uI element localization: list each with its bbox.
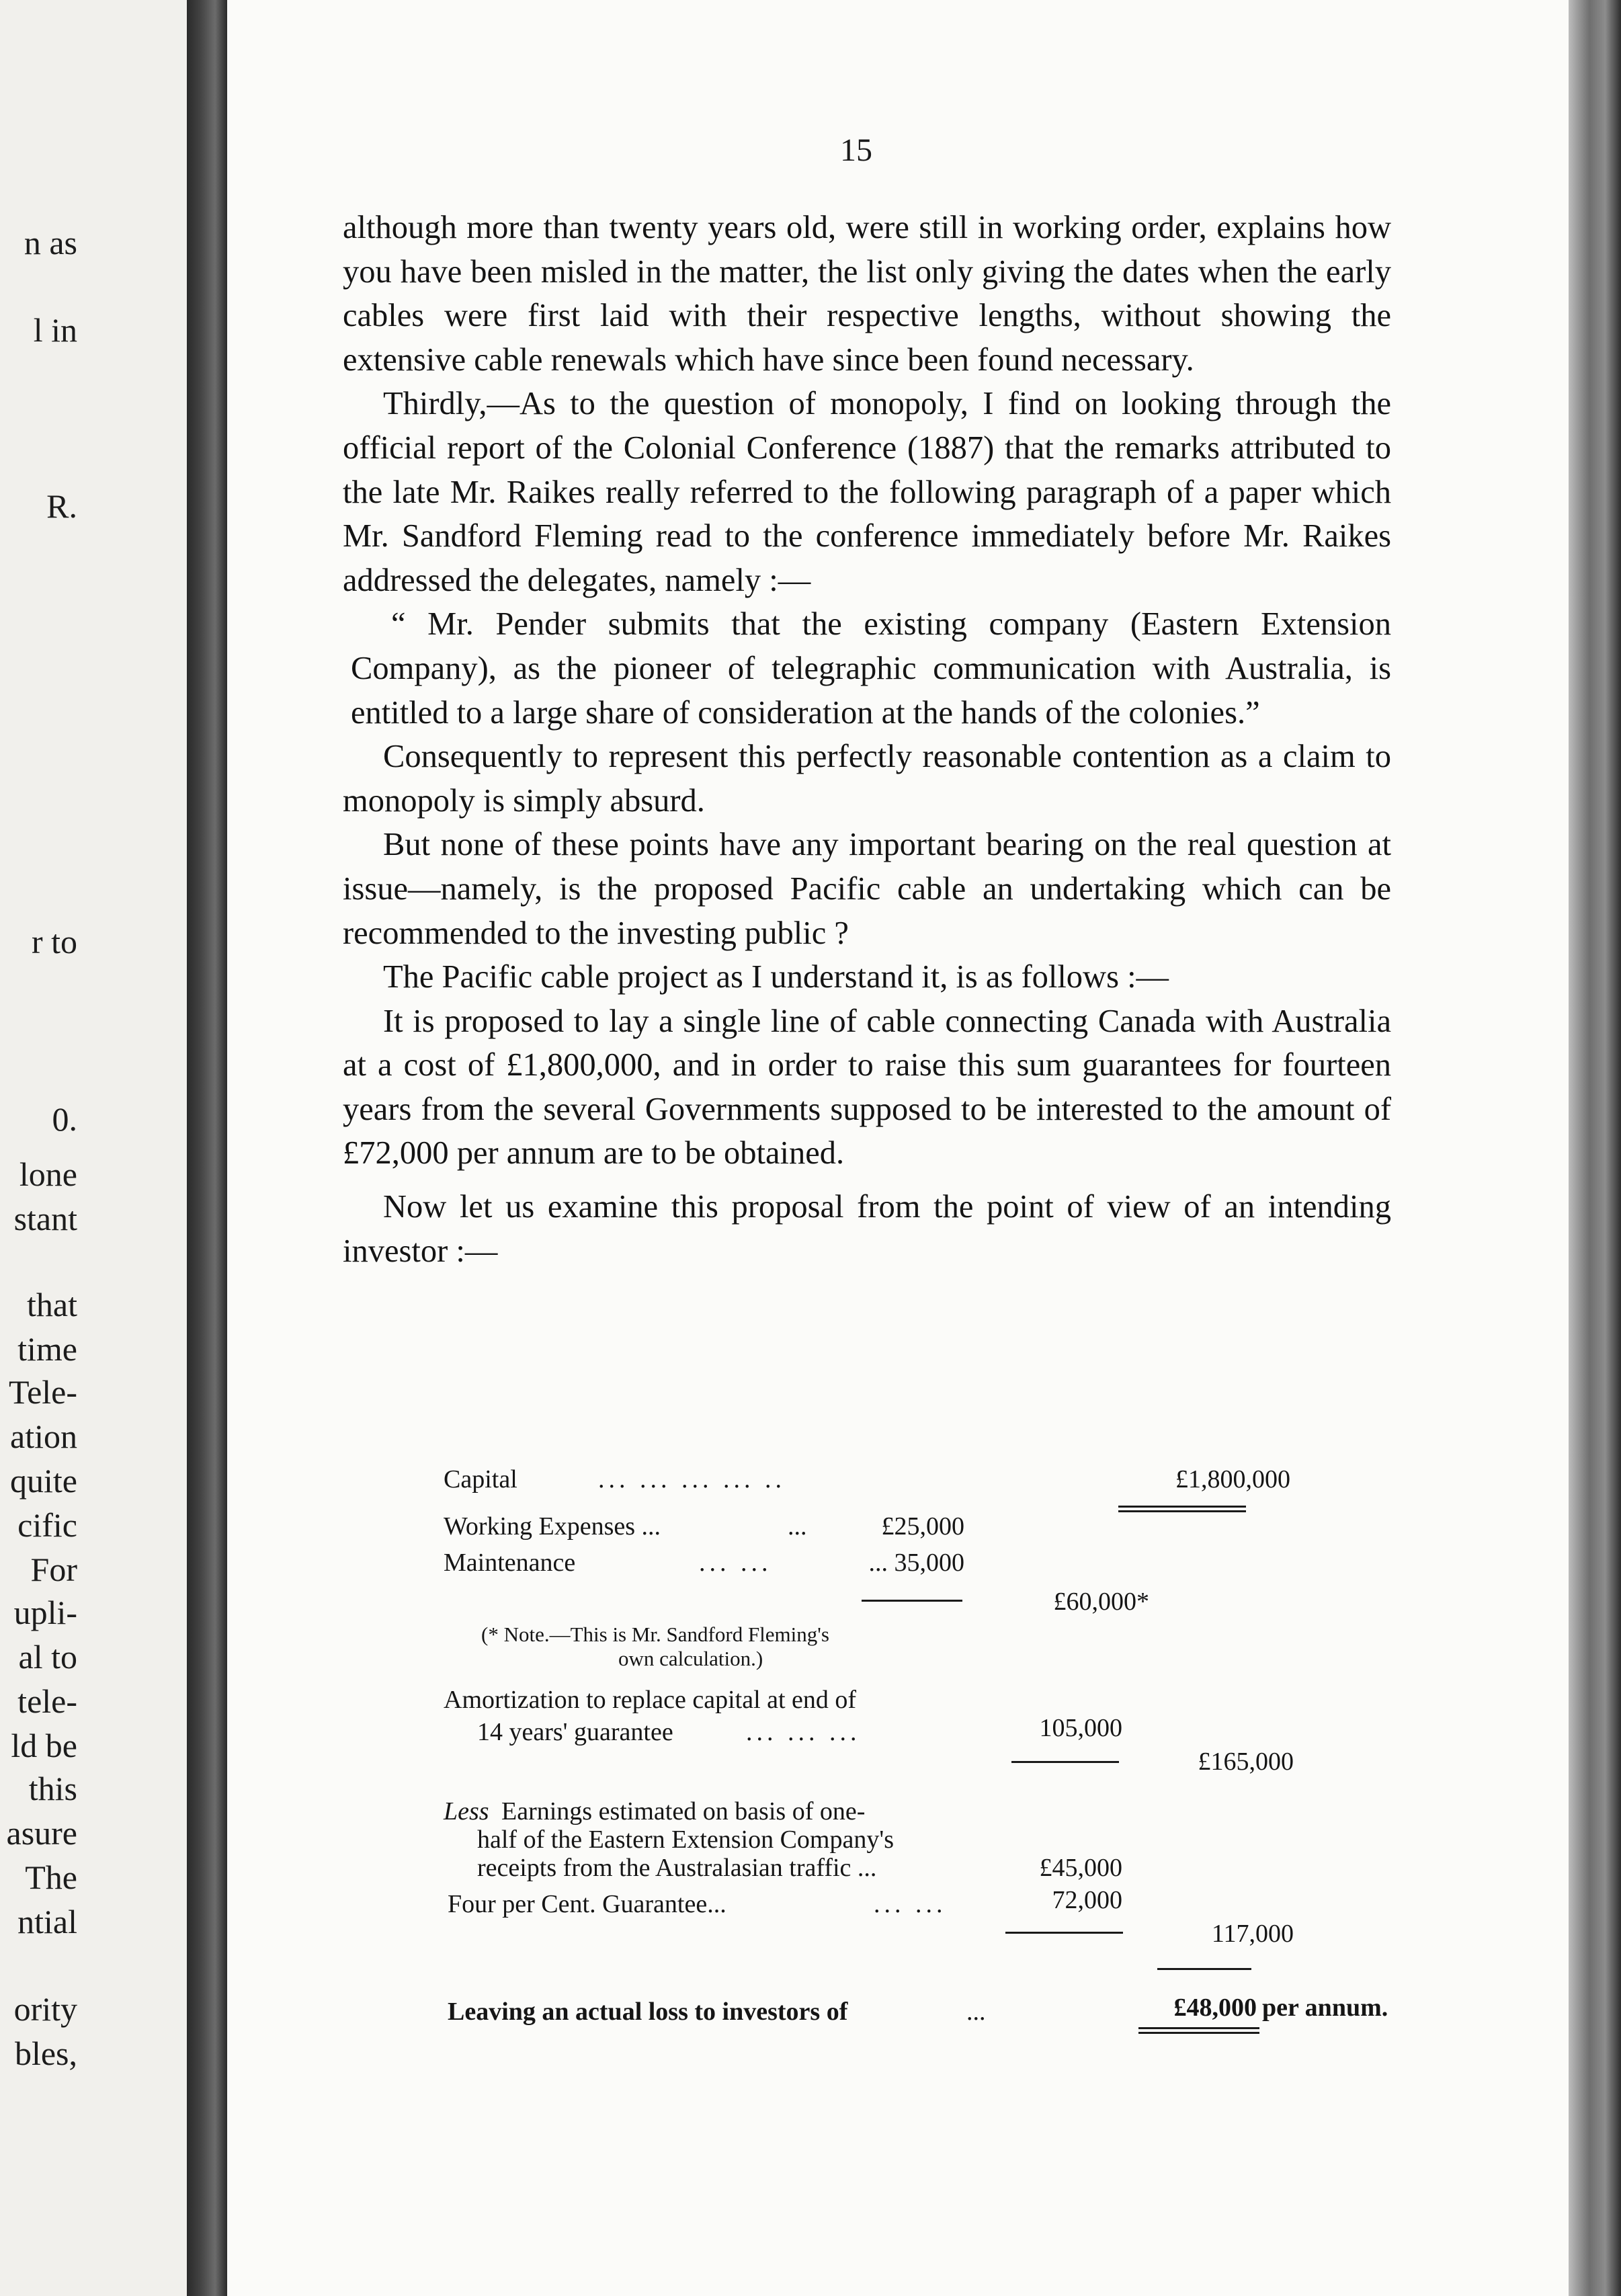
maintenance-dots: ... ... [699, 1549, 772, 1577]
left-facing-page [0, 0, 202, 2296]
maintenance-label: Maintenance [444, 1549, 576, 1577]
left-fragment: quite [10, 1462, 77, 1500]
paragraph: Now let us examine this proposal from the point of view of an intending investor :— [343, 1189, 1391, 1269]
left-fragment: n as [24, 224, 77, 261]
paragraph: But none of these points have any important bearing on the real question at issue—namely, is the proposed Pacific cable an undertaking which can be recommended to the investing public ? [343, 827, 1391, 951]
working-expenses-dots: ... [788, 1512, 807, 1541]
left-fragment: tele- [17, 1682, 77, 1720]
guarantee-value: 72,000 [1052, 1886, 1122, 1914]
less-line: receipts from the Australasian traffic ... [477, 1854, 877, 1882]
book-gutter [187, 0, 227, 2296]
left-margin-fragments [0, 0, 77, 2296]
loss-suffix: per annum. [1262, 1994, 1388, 2022]
left-fragment: bles, [14, 2035, 77, 2072]
underline-rule [1138, 2032, 1259, 2034]
left-fragment: l in [33, 311, 77, 349]
left-fragment: cific [17, 1506, 77, 1544]
working-expenses-label: Working Expenses ... [444, 1512, 661, 1541]
paragraph: Thirdly,—As to the question of monopoly, I find on looking through the official report of the Colonial Conference (1887) that the remarks attributed to the late Mr. Raikes really referred to the following paragraph of a paper which Mr. Sandford Fleming read to the conference immediately before Mr. Raikes addressed the delegates, namely :— [343, 386, 1391, 598]
paragraph: Consequently to represent this perfectly reasonable contention as a claim to monopoly is simply absurd. [343, 739, 1391, 819]
amortization-value: 105,000 [1039, 1714, 1122, 1742]
left-fragment: this [28, 1770, 77, 1807]
left-fragment: ntial [17, 1903, 77, 1940]
page-number: 15 [840, 132, 872, 168]
loss-dots: ... [966, 1998, 986, 2026]
note-line: own calculation.) [618, 1647, 763, 1670]
left-fragment: For [30, 1551, 77, 1588]
guarantee-label: Four per Cent. Guarantee... [448, 1890, 726, 1918]
left-fragment: upli- [13, 1594, 77, 1631]
left-fragment: ation [10, 1418, 77, 1455]
earnings-value: £45,000 [1039, 1854, 1122, 1882]
total-income-value: 117,000 [1211, 1920, 1294, 1948]
left-fragment: 0. [52, 1100, 77, 1138]
amortization-label: Amortization to replace capital at end of [444, 1686, 857, 1714]
rule-line [862, 1600, 962, 1602]
working-expenses-value: £25,000 [881, 1512, 964, 1541]
paragraph: The Pacific cable project as I understand it, is as follows :— [383, 959, 1169, 995]
left-fragment: al to [18, 1638, 77, 1676]
amortization-dots: ... ... ... [746, 1718, 861, 1746]
body-text [343, 206, 1391, 1273]
left-fragment: time [17, 1330, 77, 1368]
left-fragment: ority [13, 1990, 77, 2028]
left-fragment: stant [13, 1200, 77, 1237]
financial-statement [444, 1457, 1452, 2049]
underline-rule [1118, 1506, 1246, 1508]
left-fragment: ld be [11, 1727, 77, 1764]
less-line: Earnings estimated on basis of one- [501, 1797, 866, 1826]
left-fragment: that [27, 1286, 77, 1323]
loss-label: Leaving an actual loss to investors of [448, 1998, 848, 2026]
maintenance-value: ... 35,000 [868, 1549, 964, 1577]
paragraph: although more than twenty years old, were still in working order, explains how you have been misled in the matter, the list only giving the dates when the early cables were first laid with their respective lengths, without showing the extensive cable renewals which have since been found necessary. [343, 210, 1391, 378]
left-fragment: asure [6, 1814, 77, 1852]
capital-value: £1,800,000 [1175, 1465, 1290, 1493]
guarantee-dots: ... ... [874, 1890, 947, 1918]
less-line: half of the Eastern Extension Company's [477, 1826, 894, 1854]
rule-line [1005, 1932, 1123, 1934]
rule-line [1011, 1761, 1119, 1763]
left-fragment: lone [19, 1155, 77, 1193]
underline-rule [1118, 1510, 1246, 1512]
page-edge [1569, 0, 1621, 2296]
quoted-paragraph: “ Mr. Pender submits that the existing company (Eastern Extension Company), as the pioneer of telegraphic communication with Australia, is entitled to a large share of consideration at the hands of the colonies.” [351, 606, 1391, 731]
left-fragment: R. [46, 487, 77, 525]
capital-dots: ... ... ... ... .. [598, 1465, 786, 1493]
paragraph: It is proposed to lay a single line of cable connecting Canada with Australia at a cost of £1,800,000, and in order to raise this sum guarantees for fourteen years from the several Governments supposed to be interested to the amount of £72,000 per annum are to be obtained. [343, 1003, 1391, 1172]
note-line: (* Note.—This is Mr. Sandford Fleming's [481, 1623, 829, 1646]
amortization-label-2: 14 years' guarantee [477, 1718, 673, 1746]
left-fragment: Tele- [9, 1373, 77, 1411]
capital-label: Capital [444, 1465, 517, 1493]
loss-value: £48,000 [1173, 1994, 1257, 2022]
subtotal-value: £60,000* [1053, 1588, 1149, 1616]
underline-rule [1138, 2027, 1259, 2029]
rule-line [1157, 1968, 1251, 1970]
less-label: Less [444, 1797, 489, 1826]
left-fragment: r to [31, 923, 77, 960]
left-fragment: The [25, 1858, 77, 1896]
total-cost-value: £165,000 [1198, 1748, 1294, 1776]
